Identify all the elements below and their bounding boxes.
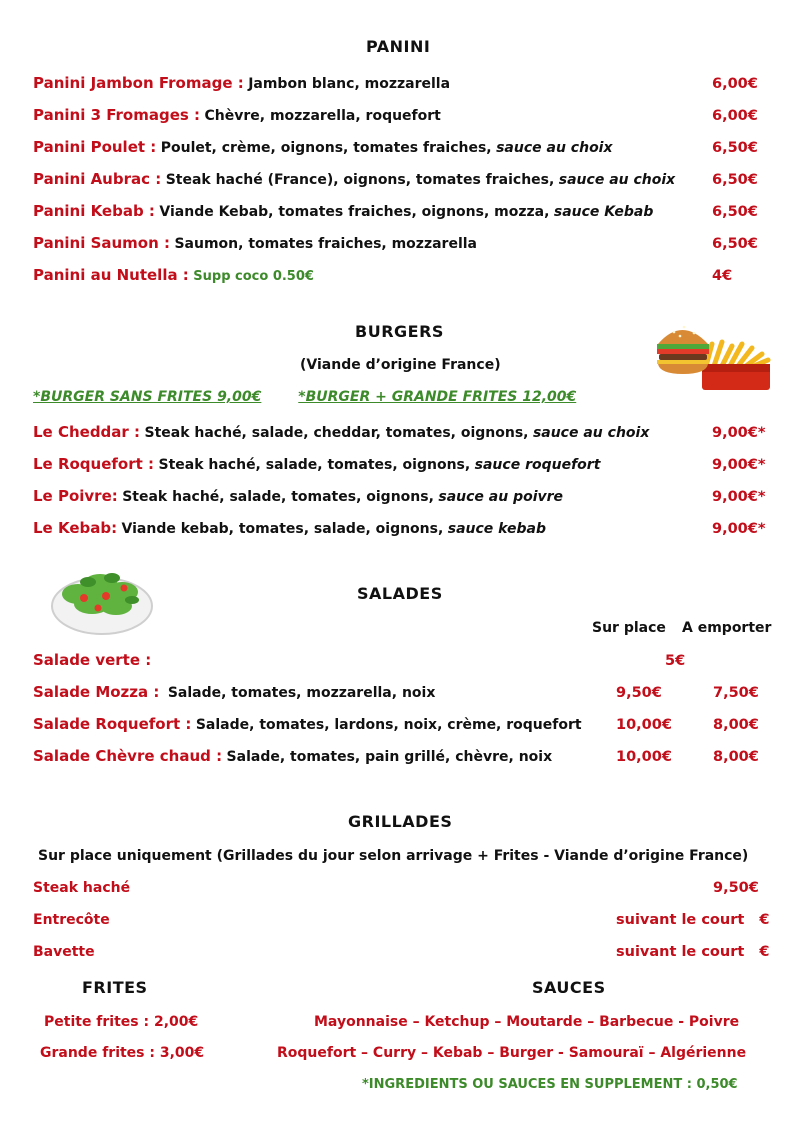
panini-item	[33, 106, 441, 124]
burger-item	[33, 423, 649, 441]
salade-verte-name: Salade verte :	[33, 651, 152, 669]
item-name: Panini 3 Fromages :	[33, 106, 201, 124]
supplement-note: *INGREDIENTS OU SAUCES EN SUPPLEMENT : 0,50€	[362, 1077, 738, 1092]
sauces-title: SAUCES	[532, 978, 606, 997]
item-desc-italic: sauce au choix	[558, 172, 676, 188]
panini-item	[33, 138, 613, 156]
item-desc: Viande Kebab, tomates fraiches, oignons, mozza,	[159, 204, 550, 220]
frites-grande: Grande frites : 3,00€	[40, 1045, 205, 1061]
grillade-name: Bavette	[33, 944, 95, 960]
price-sur-place: 9,50€	[616, 685, 662, 701]
panini-item	[33, 74, 450, 92]
item-price: 4€	[712, 268, 733, 284]
item-name: Panini Kebab :	[33, 202, 155, 220]
item-desc-italic: sauce au choix	[532, 425, 650, 441]
salad-bowl-icon	[48, 560, 158, 640]
item-name: Le Poivre:	[33, 487, 118, 505]
item-name: Le Kebab:	[33, 519, 118, 537]
item-name: Panini au Nutella :	[33, 266, 189, 284]
supp-coco: Supp coco 0.50€	[193, 269, 314, 284]
item-desc: Steak haché, salade, cheddar, tomates, oignons,	[144, 425, 529, 441]
item-desc-italic: sauce Kebab	[553, 204, 654, 220]
grillade-price: suivant le court €	[616, 912, 770, 928]
item-name: Panini Poulet :	[33, 138, 157, 156]
burger-offers	[33, 389, 576, 405]
col-sur-place: Sur place	[592, 620, 666, 636]
item-desc: Viande kebab, tomates, salade, oignons,	[121, 521, 444, 537]
item-name: Le Roquefort :	[33, 455, 155, 473]
item-price: 6,00€	[712, 76, 758, 92]
salade-item	[33, 683, 435, 701]
price-sur-place: 10,00€	[616, 717, 672, 733]
item-desc: Salade, tomates, pain grillé, chèvre, noix	[226, 749, 553, 765]
item-desc: Steak haché, salade, tomates, oignons,	[158, 457, 471, 473]
item-name: Panini Saumon :	[33, 234, 171, 252]
sauces-line2: Roquefort – Curry – Kebab – Burger - Samouraï – Algérienne	[277, 1045, 747, 1061]
item-name: Salade Mozza :	[33, 683, 160, 701]
burgers-title: BURGERS	[355, 322, 444, 341]
item-price: 6,00€	[712, 108, 758, 124]
item-price: 6,50€	[712, 236, 758, 252]
grillade-name: Entrecôte	[33, 912, 110, 928]
item-name: Le Cheddar :	[33, 423, 141, 441]
panini-title: PANINI	[366, 37, 431, 56]
price-emporter: 8,00€	[713, 717, 759, 733]
grillade-name: Steak haché	[33, 880, 131, 896]
item-desc-italic: sauce roquefort	[474, 457, 601, 473]
price-sur-place: 10,00€	[616, 749, 672, 765]
item-desc: Saumon, tomates fraiches, mozzarella	[174, 236, 477, 252]
item-price: 6,50€	[712, 204, 758, 220]
burgers-origin: (Viande d’origine France)	[300, 357, 501, 373]
frites-title: FRITES	[82, 978, 148, 997]
item-desc: Jambon blanc, mozzarella	[248, 76, 451, 92]
item-desc: Poulet, crème, oignons, tomates fraiches,	[160, 140, 492, 156]
item-price: 9,00€*	[712, 425, 766, 441]
burger-item	[33, 455, 600, 473]
salade-item	[33, 715, 582, 733]
item-price: 9,00€*	[712, 521, 766, 537]
item-desc: Steak haché, salade, tomates, oignons,	[122, 489, 434, 505]
item-desc-italic: sauce au choix	[496, 140, 613, 156]
burger-fries-icon	[652, 314, 774, 394]
item-name: Panini Jambon Fromage :	[33, 74, 244, 92]
burger-item	[33, 519, 546, 537]
item-price: 9,00€*	[712, 457, 766, 473]
salade-verte-price: 5€	[665, 653, 686, 669]
frites-petite: Petite frites : 2,00€	[44, 1014, 199, 1030]
grillades-subtitle: Sur place uniquement (Grillades du jour selon arrivage + Frites - Viande d’origine France)	[38, 848, 749, 864]
item-desc: Salade, tomates, mozzarella, noix	[167, 685, 436, 701]
item-name: Salade Roquefort :	[33, 715, 192, 733]
grillades-title: GRILLADES	[348, 812, 453, 831]
item-desc: Chèvre, mozzarella, roquefort	[204, 108, 441, 124]
sauces-line1: Mayonnaise – Ketchup – Moutarde – Barbecue - Poivre	[314, 1014, 740, 1030]
grillade-price: suivant le court €	[616, 944, 770, 960]
panini-item	[33, 234, 477, 252]
item-price: 9,00€*	[712, 489, 766, 505]
grillade-price: 9,50€	[713, 880, 759, 896]
col-emporter: A emporter	[682, 620, 772, 636]
panini-item	[33, 202, 653, 220]
item-desc: Steak haché (France), oignons, tomates fraiches,	[165, 172, 555, 188]
panini-nutella	[33, 266, 314, 284]
price-emporter: 7,50€	[713, 685, 759, 701]
item-name: Panini Aubrac :	[33, 170, 162, 188]
salades-title: SALADES	[357, 584, 443, 603]
panini-item	[33, 170, 675, 188]
burger-item	[33, 487, 563, 505]
item-price: 6,50€	[712, 172, 758, 188]
item-desc: Salade, tomates, lardons, noix, crème, roquefort	[195, 717, 582, 733]
item-desc-italic: sauce au poivre	[438, 489, 564, 505]
item-price: 6,50€	[712, 140, 758, 156]
item-name: Salade Chèvre chaud :	[33, 747, 223, 765]
offer-grande-frites: *BURGER + GRANDE FRITES 12,00€	[298, 389, 577, 405]
price-emporter: 8,00€	[713, 749, 759, 765]
item-desc-italic: sauce kebab	[447, 521, 546, 537]
salade-item	[33, 747, 552, 765]
offer-sans-frites: *BURGER SANS FRITES 9,00€	[33, 389, 262, 405]
